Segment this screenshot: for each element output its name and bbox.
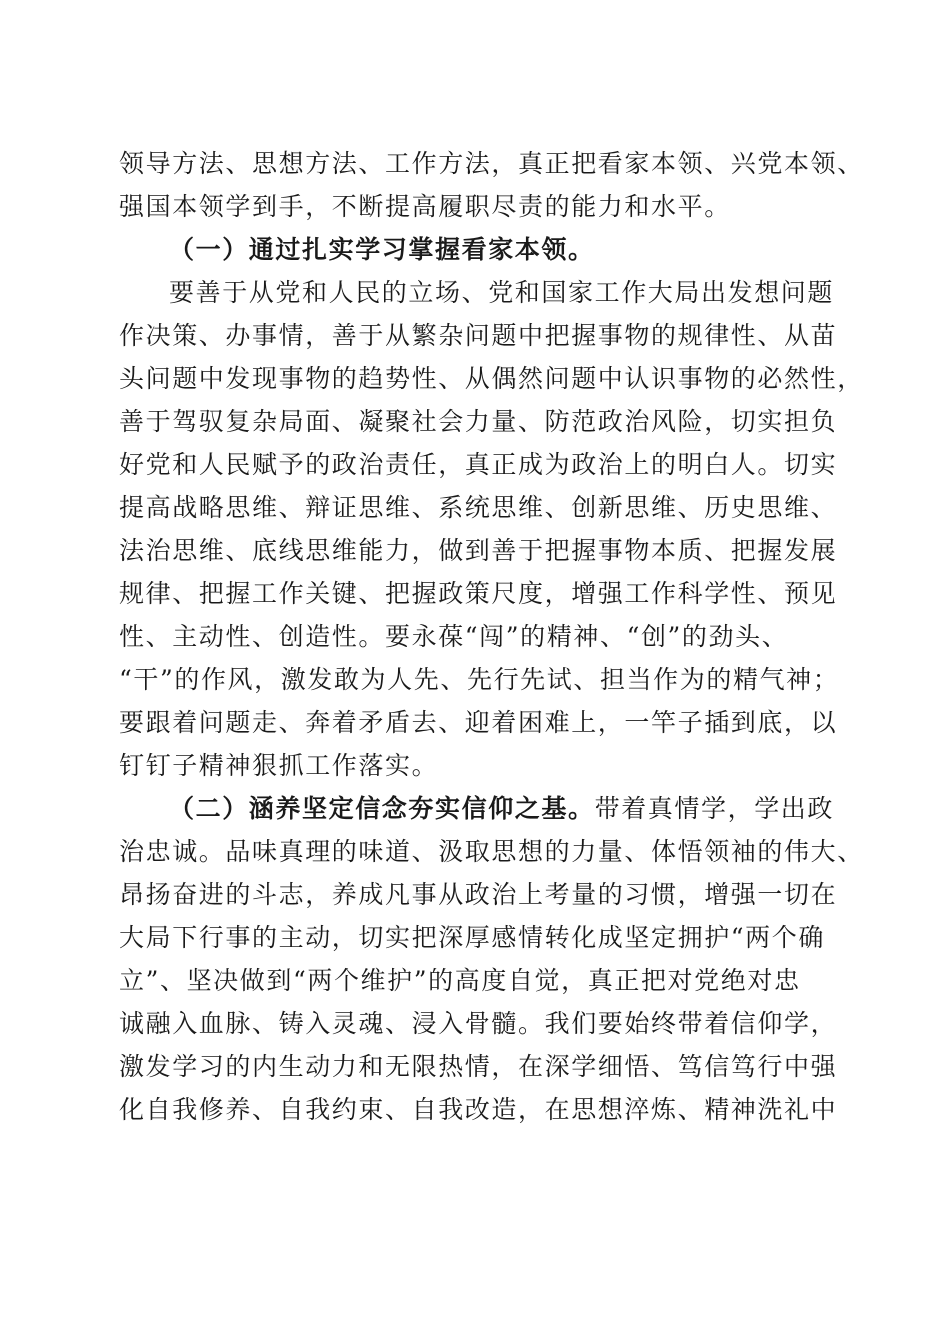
text-line: 要跟着问题走、奔着矛盾去、迎着困难上，一竿子插到底，以	[119, 708, 838, 737]
section-heading-line	[119, 787, 837, 830]
text-line: 好党和人民赋予的政治责任，真正成为政治上的明白人。切实	[119, 450, 838, 479]
text-line: 钉钉子精神狠抓工作落实。	[119, 751, 439, 780]
text-line: 提高战略思维、辩证思维、系统思维、创新思维、历史思维、	[119, 493, 838, 522]
text-line: 强国本领学到手，不断提高履职尽责的能力和水平。	[119, 192, 731, 221]
text-line: 规律、把握工作关键、把握政策尺度，增强工作科学性、预见	[119, 579, 838, 608]
text-line: “干”的作风，激发敢为人先、先行先试、担当作为的精气神；	[119, 665, 840, 694]
text-line: 昂扬奋进的斗志，养成凡事从政治上考量的习惯，增强一切在	[119, 880, 838, 909]
text-line: 头问题中发现事物的趋势性、从偶然问题中认识事物的必然性，	[119, 364, 864, 393]
text-line: 化自我修养、自我约束、自我改造，在思想淬炼、精神洗礼中	[119, 1095, 838, 1124]
text-line: 诚融入血脉、铸入灵魂、浸入骨髓。我们要始终带着信仰学，	[119, 1009, 838, 1038]
text-line: 作决策、办事情，善于从繁杂问题中把握事物的规律性、从苗	[119, 321, 838, 350]
text-line: 性、主动性、创造性。要永葆“闯”的精神、“创”的劲头、	[119, 622, 789, 651]
text-line: 治忠诚。品味真理的味道、汲取思想的力量、体悟领袖的伟大、	[119, 837, 864, 866]
text-line: 激发学习的内生动力和无限热情，在深学细悟、笃信笃行中强	[119, 1052, 838, 1081]
text-line: 大局下行事的主动，切实把深厚感情转化成坚定拥护“两个确	[119, 923, 825, 952]
text-line: 善于驾驭复杂局面、凝聚社会力量、防范政治风险，切实担负	[119, 407, 838, 436]
section-heading-tail: 带着真情学，学出政	[594, 794, 835, 823]
section-heading: （一）通过扎实学习掌握看家本领。	[169, 235, 595, 264]
text-line: 领导方法、思想方法、工作方法，真正把看家本领、兴党本领、	[119, 149, 864, 178]
text-line: 法治思维、底线思维能力，做到善于把握事物本质、把握发展	[119, 536, 838, 565]
text-line: 立”、坚决做到“两个维护”的高度自觉，真正把对党绝对忠	[119, 966, 801, 995]
document-page	[119, 142, 864, 1131]
section-heading: （二）涵养坚定信念夯实信仰之基。	[169, 794, 595, 823]
text-line: 要善于从党和人民的立场、党和国家工作大局出发想问题	[169, 278, 835, 307]
